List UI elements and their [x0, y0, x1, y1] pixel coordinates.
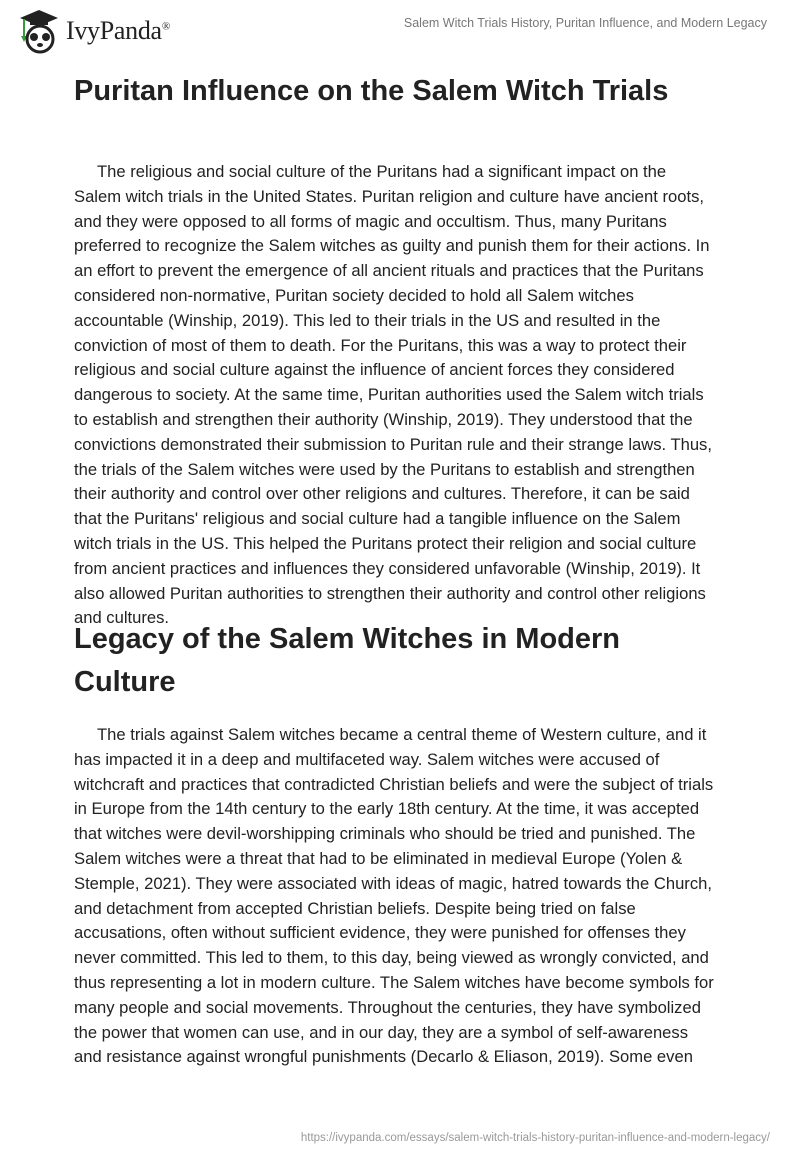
- paragraph-line: thus representing a lot in modern culture. The Salem witches have become symbols for: [74, 972, 714, 992]
- paragraph-line: witch trials in the US. This helped the Puritans protect their religion and social culture: [74, 533, 697, 553]
- paragraph-line: the trials of the Salem witches were used by the Puritans to establish and strengthen: [74, 459, 695, 479]
- paragraph-line: conviction of most of them to death. For the Puritans, this was a way to protect their: [74, 335, 687, 355]
- paragraph-line: religious and social culture against the influence of ancient forces they considered: [74, 360, 675, 380]
- paragraph-line: considered non-normative, Puritan society decided to hold all Salem witches: [74, 285, 634, 305]
- paragraph-line: and cultures.: [74, 608, 170, 628]
- paragraph-line: never committed. This led to them, to this day, being viewed as wrongly convicted, and: [74, 948, 709, 968]
- paragraph-line: and resistance against wrongful punishments (Decarlo & Eliason, 2019). Some even: [74, 1047, 693, 1067]
- section-paragraph: [74, 160, 774, 631]
- logo-text: IvyPanda: [66, 16, 162, 45]
- paragraph-line: Salem witches were a threat that had to be eliminated in medieval Europe (Yolen &: [74, 848, 683, 868]
- paragraph-line: The religious and social culture of the Puritans had a significant impact on the: [97, 162, 667, 181]
- paragraph-line: that the Puritans' religious and social culture had a tangible influence on the Salem: [74, 509, 681, 529]
- registered-mark: ®: [161, 20, 170, 33]
- paragraph-line: dangerous to society. At the same time, Puritan authorities used the Salem witch trials: [74, 385, 704, 405]
- section-heading: [74, 618, 620, 704]
- paragraph-line: their authority and control over other religions and cultures. Therefore, it can be said: [74, 484, 690, 504]
- paragraph-line: accusations, often without sufficient evidence, they were punished for offenses they: [74, 923, 686, 943]
- paragraph-line: The trials against Salem witches became a central theme of Western culture, and it: [97, 725, 707, 744]
- paragraph-line: the power that women can use, and in our day, they are a symbol of self-awareness: [74, 1022, 688, 1042]
- paragraph-line: an effort to prevent the emergence of all ancient rituals and practices that the Puritans: [74, 261, 704, 281]
- paragraph-line: and they were opposed to all forms of magic and occultism. Thus, many Puritans: [74, 211, 667, 231]
- section-heading: Puritan Influence on the Salem Witch Trials: [74, 75, 669, 107]
- paragraph-line: Salem witch trials in the United States. Puritan religion and culture have ancient roots,: [74, 186, 704, 206]
- paragraph-line: preferred to recognize the Salem witches as guilty and punish them for their actions. In: [74, 236, 710, 256]
- ivypanda-logo[interactable]: [18, 8, 170, 54]
- section-paragraph: [74, 723, 774, 1070]
- paragraph-line: Stemple, 2021). They were associated with ideas of magic, hatred towards the Church,: [74, 873, 712, 893]
- panda-graduate-icon: [18, 8, 60, 54]
- paragraph-line: accountable (Winship, 2019). This led to their trials in the US and resulted in the: [74, 310, 661, 330]
- paragraph-line: has impacted it in a deep and multifaceted way. Salem witches were accused of: [74, 749, 660, 769]
- source-url[interactable]: https://ivypanda.com/essays/salem-witch-trials-history-puritan-influence-and-modern-legacy/: [300, 1132, 770, 1144]
- heading-line: Culture: [74, 666, 176, 698]
- paragraph-line: in Europe from the 14th century to the early 18th century. At the time, it was accepted: [74, 799, 700, 819]
- heading-line: Legacy of the Salem Witches in Modern: [74, 623, 621, 655]
- paragraph-line: and detachment from accepted Christian beliefs. Despite being tried on false: [74, 898, 636, 918]
- paragraph-line: from ancient practices and influences they considered unfavorable (Winship, 2019). It: [74, 558, 701, 578]
- paragraph-line: witchcraft and practices that contradicted Christian beliefs and were the subject of trials: [74, 774, 714, 794]
- paragraph-line: many people and social movements. Throughout the centuries, they have symbolized: [74, 997, 701, 1017]
- document-title: Salem Witch Trials History, Puritan Influence, and Modern Legacy: [403, 16, 767, 30]
- paragraph-line: that witches were devil-worshipping criminals who should be tried and punished. The: [74, 824, 696, 844]
- paragraph-line: convictions demonstrated their submission to Puritan rule and their strange laws. Thus,: [74, 434, 712, 454]
- paragraph-line: also allowed Puritan authorities to strengthen their authority and control other religions: [74, 583, 706, 603]
- paragraph-line: to establish and strengthen their authority (Winship, 2019). They understood that the: [74, 409, 693, 429]
